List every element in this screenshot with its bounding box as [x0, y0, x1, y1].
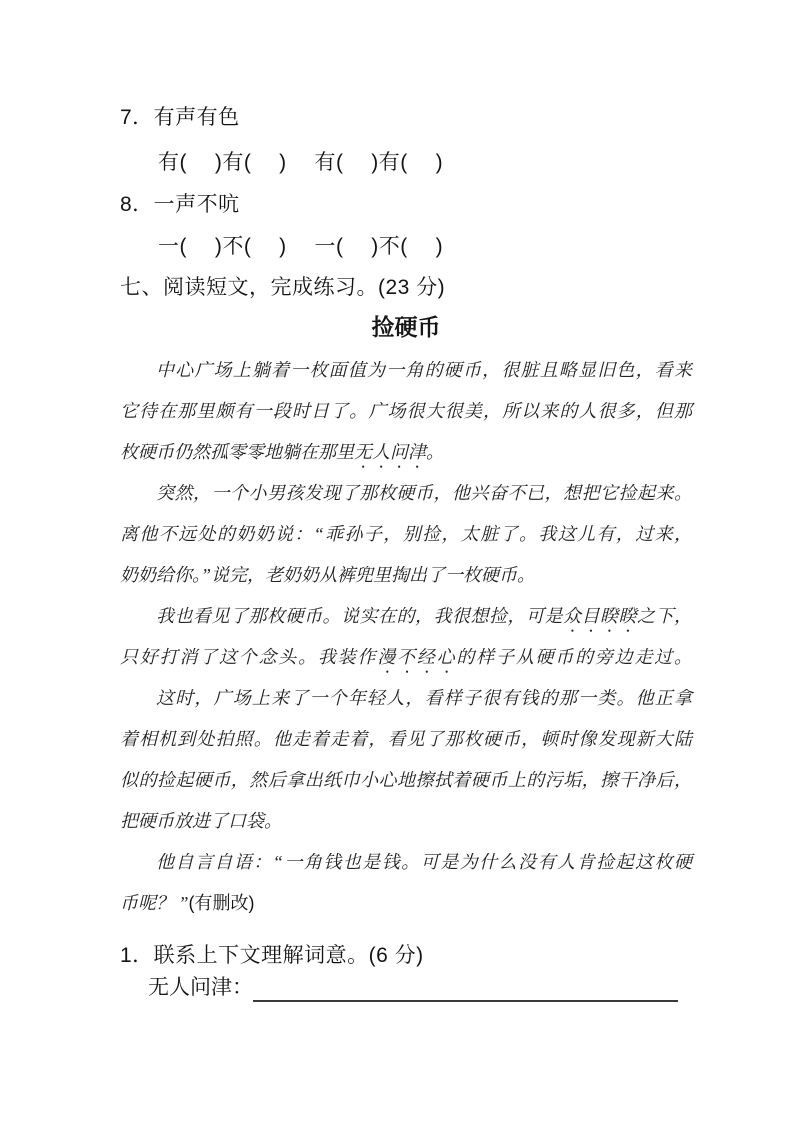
passage-text: 突然，一个小男孩发现了那枚硬币，他兴奋不已，想把它捡起来。 — [156, 483, 692, 503]
passage-text: 他自言自语：“一角钱也是钱。可是为什么没有人肯捡起这枚硬 — [156, 852, 692, 872]
item-8-heading: 8．一声不吭 — [120, 193, 240, 216]
item-7-heading: 7．有声有色 — [120, 106, 240, 129]
passage-line — [120, 398, 692, 424]
passage-line — [120, 644, 692, 677]
passage-text: 把硬币放进了口袋。 — [120, 811, 282, 831]
passage-text: 着相机到处拍照。他走着走着，看见了那枚硬币，顿时像发现新大陆 — [120, 729, 692, 749]
passage-line — [120, 603, 692, 636]
passage-text: 我也看见了那枚硬币。说实在的，我很想捡，可是 — [156, 606, 563, 626]
passage-line — [120, 685, 692, 711]
emphasized-phrase: 众目睽睽 — [563, 606, 637, 626]
passage-line — [120, 521, 692, 547]
passage-line — [120, 767, 692, 793]
passage-text: 中心广场上躺着一枚面值为一角的硬币，很脏且略显旧色，看来 — [156, 360, 692, 380]
passage-line — [120, 849, 692, 875]
answer-row — [148, 974, 678, 1002]
passage-text: 离他不远处的奶奶说：“乖孙子，别捡，太脏了。我这儿有，过来， — [120, 524, 692, 544]
section-7-heading: 七、阅读短文，完成练习。(23 分) — [120, 276, 446, 299]
emphasized-phrase: 漫不经心 — [377, 647, 457, 667]
passage-text: 币呢？ ” — [120, 893, 189, 913]
emphasized-phrase: 无人问津 — [354, 442, 426, 462]
passage-text: 这时，广场上来了一个年轻人，看样子很有钱的那一类。他正拿 — [156, 688, 692, 708]
question-1-heading: 1．联系上下文理解词意。(6 分) — [120, 944, 424, 967]
passage-line — [120, 562, 692, 588]
passage-text: 。 — [426, 442, 444, 462]
term-label: 无人问津： — [148, 976, 253, 999]
passage-text: 枚硬币仍然孤零零地躺在那里 — [120, 442, 354, 462]
answer-blank-line[interactable] — [253, 976, 678, 1002]
editor-note: (有删改) — [188, 893, 255, 913]
passage-line — [120, 890, 692, 916]
passage-line — [120, 439, 692, 472]
passage-text: 似的捡起硬币，然后拿出纸巾小心地擦拭着硬币上的污垢，擦干净后， — [120, 770, 692, 790]
passage-text: 的样子从硬币的旁边走过。 — [456, 647, 693, 667]
passage-line — [120, 480, 692, 506]
passage-title: 捡硬币 — [371, 314, 441, 340]
passage-line — [120, 808, 692, 834]
passage-text: 之下， — [637, 606, 692, 626]
item-8-fill-blanks: 一( )不( ) 一( )不( ) — [158, 235, 444, 258]
passage-line — [120, 357, 692, 383]
passage-text: 它待在那里颇有一段时日了。广场很大很美，所以来的人很多，但那 — [120, 401, 692, 421]
passage-text: 奶奶给你。”说完，老奶奶从裤兜里掏出了一枚硬币。 — [120, 565, 536, 585]
passage-text: 只好打消了这个念头。我装作 — [120, 647, 378, 667]
passage-line — [120, 726, 692, 752]
item-7-fill-blanks: 有( )有( ) 有( )有( ) — [158, 151, 444, 174]
